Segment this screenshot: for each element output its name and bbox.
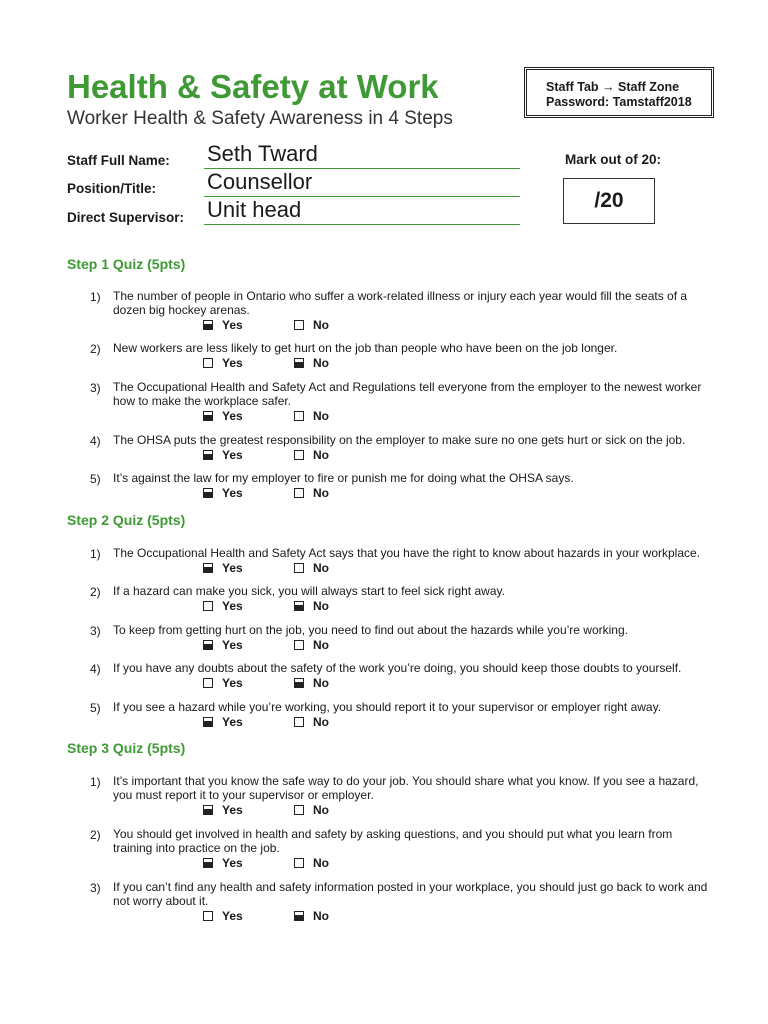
question-text: The number of people in Ontario who suffer a work-related illness or injury each year would fill the seats of a dozen big hockey arenas. bbox=[113, 289, 688, 317]
checkbox-yes[interactable] bbox=[203, 320, 213, 330]
option-label: Yes bbox=[222, 486, 243, 500]
option-no[interactable] bbox=[294, 318, 329, 332]
checkbox-yes[interactable] bbox=[203, 858, 213, 868]
question-text: New workers are less likely to get hurt on the job than people who have been on the job longer. bbox=[113, 341, 618, 355]
option-no[interactable] bbox=[294, 856, 329, 870]
question-number: 4) bbox=[90, 434, 101, 448]
option-label: No bbox=[313, 486, 329, 500]
question-text: If a hazard can make you sick, you will always start to feel sick right away. bbox=[113, 584, 505, 598]
option-no[interactable] bbox=[294, 715, 329, 729]
option-no[interactable] bbox=[294, 486, 329, 500]
question-number: 2) bbox=[90, 585, 101, 599]
option-yes[interactable] bbox=[203, 638, 243, 652]
option-yes[interactable] bbox=[203, 486, 243, 500]
option-label: No bbox=[313, 318, 329, 332]
option-label: No bbox=[313, 448, 329, 462]
option-yes[interactable] bbox=[203, 803, 243, 817]
question-text: It’s against the law for my employer to fire or punish me for doing what the OHSA says. bbox=[113, 471, 574, 485]
option-label: Yes bbox=[222, 599, 243, 613]
checkbox-no[interactable] bbox=[294, 488, 304, 498]
option-label: No bbox=[313, 638, 329, 652]
option-yes[interactable] bbox=[203, 909, 243, 923]
checkbox-yes[interactable] bbox=[203, 805, 213, 815]
checkbox-no[interactable] bbox=[294, 450, 304, 460]
option-label: Yes bbox=[222, 715, 243, 729]
checkbox-no[interactable] bbox=[294, 601, 304, 611]
option-yes[interactable] bbox=[203, 715, 243, 729]
question-text: The Occupational Health and Safety Act and Regulations tell everyone from the employer to the newest worker how to make the workplace safer. bbox=[113, 380, 702, 408]
option-no[interactable] bbox=[294, 409, 329, 423]
option-label: No bbox=[313, 409, 329, 423]
question-number: 2) bbox=[90, 828, 101, 842]
login-path: Staff Tab → Staff Zone bbox=[546, 80, 680, 94]
checkbox-no[interactable] bbox=[294, 717, 304, 727]
checkbox-no[interactable] bbox=[294, 411, 304, 421]
question-number: 1) bbox=[90, 290, 101, 304]
checkbox-no[interactable] bbox=[294, 678, 304, 688]
option-label: Yes bbox=[222, 448, 243, 462]
section-title: Step 3 Quiz (5pts) bbox=[67, 740, 186, 756]
checkbox-no[interactable] bbox=[294, 911, 304, 921]
checkbox-yes[interactable] bbox=[203, 450, 213, 460]
question-number: 1) bbox=[90, 775, 101, 789]
question-text: You should get involved in health and safety by asking questions, and you should put what you learn from training into practice on the job. bbox=[113, 827, 673, 855]
question-number: 5) bbox=[90, 701, 101, 715]
option-yes[interactable] bbox=[203, 561, 243, 575]
question-number: 5) bbox=[90, 472, 101, 486]
option-label: Yes bbox=[222, 318, 243, 332]
checkbox-no[interactable] bbox=[294, 805, 304, 815]
option-label: Yes bbox=[222, 561, 243, 575]
option-yes[interactable] bbox=[203, 409, 243, 423]
supervisor-field[interactable]: Unit head bbox=[204, 197, 520, 225]
option-no[interactable] bbox=[294, 803, 329, 817]
question-number: 3) bbox=[90, 881, 101, 895]
checkbox-yes[interactable] bbox=[203, 563, 213, 573]
checkbox-yes[interactable] bbox=[203, 488, 213, 498]
checkbox-yes[interactable] bbox=[203, 601, 213, 611]
staff-name-label: Staff Full Name: bbox=[67, 153, 170, 168]
checkbox-yes[interactable] bbox=[203, 678, 213, 688]
option-label: Yes bbox=[222, 909, 243, 923]
staff-name-field[interactable]: Seth Tward bbox=[204, 141, 520, 169]
checkbox-no[interactable] bbox=[294, 640, 304, 650]
option-label: No bbox=[313, 856, 329, 870]
question-text: The OHSA puts the greatest responsibility on the employer to make sure no one gets hurt or sick on the job. bbox=[113, 433, 686, 447]
question-number: 2) bbox=[90, 342, 101, 356]
option-label: Yes bbox=[222, 409, 243, 423]
option-label: Yes bbox=[222, 856, 243, 870]
question-text: If you have any doubts about the safety of the work you’re doing, you should keep those doubts to yourself. bbox=[113, 661, 682, 675]
position-field[interactable]: Counsellor bbox=[204, 169, 520, 197]
option-label: Yes bbox=[222, 356, 243, 370]
option-yes[interactable] bbox=[203, 356, 243, 370]
option-no[interactable] bbox=[294, 676, 329, 690]
checkbox-no[interactable] bbox=[294, 563, 304, 573]
option-label: Yes bbox=[222, 803, 243, 817]
option-yes[interactable] bbox=[203, 448, 243, 462]
option-label: No bbox=[313, 561, 329, 575]
login-password: Password: Tamstaff2018 bbox=[546, 95, 692, 109]
option-yes[interactable] bbox=[203, 856, 243, 870]
question-text: If you see a hazard while you’re working, you should report it to your supervisor or employer right away. bbox=[113, 700, 662, 714]
question-text: If you can’t find any health and safety information posted in your workplace, you should just go back to work and not worry about it. bbox=[113, 880, 708, 908]
option-label: Yes bbox=[222, 676, 243, 690]
option-no[interactable] bbox=[294, 909, 329, 923]
staff-login-box bbox=[524, 67, 714, 118]
option-label: No bbox=[313, 356, 329, 370]
mark-box[interactable]: /20 bbox=[563, 178, 655, 224]
option-label: Yes bbox=[222, 638, 243, 652]
option-label: No bbox=[313, 715, 329, 729]
option-yes[interactable] bbox=[203, 676, 243, 690]
question-number: 3) bbox=[90, 381, 101, 395]
option-yes[interactable] bbox=[203, 599, 243, 613]
checkbox-yes[interactable] bbox=[203, 911, 213, 921]
checkbox-no[interactable] bbox=[294, 358, 304, 368]
mark-label: Mark out of 20: bbox=[565, 152, 662, 167]
checkbox-yes[interactable] bbox=[203, 411, 213, 421]
question-number: 4) bbox=[90, 662, 101, 676]
option-label: No bbox=[313, 803, 329, 817]
checkbox-yes[interactable] bbox=[203, 640, 213, 650]
question-number: 3) bbox=[90, 624, 101, 638]
question-number: 1) bbox=[90, 547, 101, 561]
option-no[interactable] bbox=[294, 561, 329, 575]
option-no[interactable] bbox=[294, 599, 329, 613]
section-title: Step 1 Quiz (5pts) bbox=[67, 256, 186, 272]
position-label: Position/Title: bbox=[67, 181, 157, 196]
page-title: Health & Safety at Work bbox=[67, 68, 439, 105]
option-label: No bbox=[313, 909, 329, 923]
option-label: No bbox=[313, 599, 329, 613]
option-no[interactable] bbox=[294, 448, 329, 462]
question-text: It’s important that you know the safe way to do your job. You should share what you know. If you see a hazard, you must report it to your supervisor or employer. bbox=[113, 774, 699, 802]
checkbox-yes[interactable] bbox=[203, 358, 213, 368]
option-label: No bbox=[313, 676, 329, 690]
question-text: To keep from getting hurt on the job, you need to find out about the hazards while you’re working. bbox=[113, 623, 628, 637]
checkbox-no[interactable] bbox=[294, 858, 304, 868]
checkbox-no[interactable] bbox=[294, 320, 304, 330]
supervisor-label: Direct Supervisor: bbox=[67, 210, 185, 225]
option-yes[interactable] bbox=[203, 318, 243, 332]
option-no[interactable] bbox=[294, 356, 329, 370]
question-text: The Occupational Health and Safety Act says that you have the right to know about hazards in your workplace. bbox=[113, 546, 701, 560]
checkbox-yes[interactable] bbox=[203, 717, 213, 727]
option-no[interactable] bbox=[294, 638, 329, 652]
page-subtitle: Worker Health & Safety Awareness in 4 Steps bbox=[67, 108, 453, 129]
section-title: Step 2 Quiz (5pts) bbox=[67, 512, 186, 528]
